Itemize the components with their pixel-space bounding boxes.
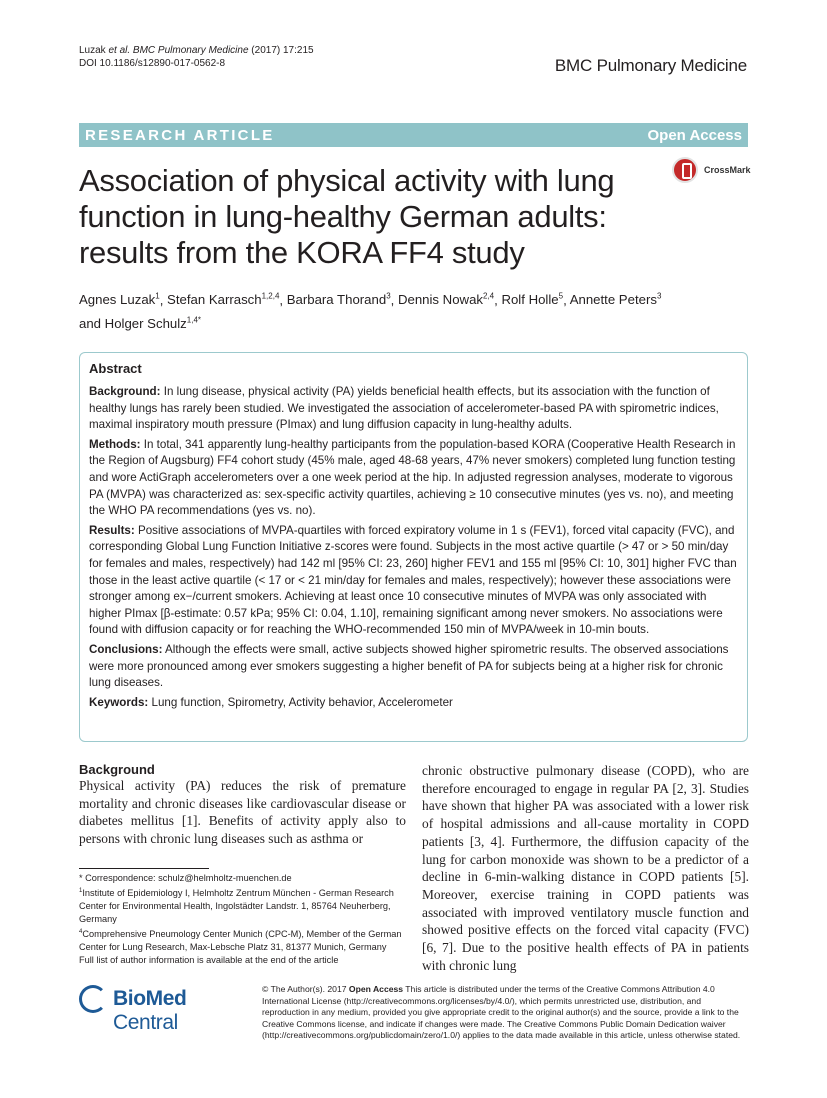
body-paragraph: Physical activity (PA) reduces the risk of premature mortality and chronic diseases like cardiovascular disease or diabetes mellitus [1]. Benefits of activity apply also to persons with chronic lung diseases such as asthma or (79, 778, 406, 847)
body-column-left (79, 762, 406, 848)
author[interactable]: Annette Peters$^3$ (569, 292, 662, 308)
article-type: RESEARCH ARTICLE (85, 126, 275, 144)
journal-name: BMC Pulmonary Medicine (554, 56, 747, 75)
license-open-access: Open Access (348, 984, 404, 994)
footnote-divider (79, 868, 209, 869)
crossmark-badge[interactable] (672, 157, 752, 187)
author[interactable]: Rolf Holle$^5$ (501, 292, 564, 308)
article-title: Association of physical activity with lung function in lung-healthy German adults: results from the KORA FF4 study (79, 163, 615, 270)
article-banner (79, 123, 748, 147)
author[interactable]: Stefan Karrasch$^{1,2,4}$ (167, 292, 280, 308)
author[interactable]: Dennis Nowak$^{2,4}$ (397, 292, 495, 308)
footnotes (79, 872, 409, 967)
author[interactable]: and Holger Schulz$^{1,4*}$ (79, 315, 201, 331)
body-paragraph: chronic obstructive pulmonary disease (COPD), who are therefore encouraged to engage in regular PA [2, 3]. Studies have shown that higher PA was associated with a lower risk of hospital admissions and all-cause mortality in COPD patients [3, 4]. Furthermore, the diffusion capacity of the lung for carbon monoxide was shown to be a predictor of a decline in 6-min-walking distance in COPD patients [5]. Moreover, exercise training in COPD patients was associated with improved ventilatory muscle function and showed positive effects on the forced vital capacity (FVC) [6, 7]. Due to the positive health effects of PA in patients with chronic lung (422, 763, 749, 973)
biomed-central-wordmark: BioMed Central (113, 987, 187, 1034)
abstract-background: Background: In lung disease, physical activity (PA) yields beneficial health effects, but its association with the function of healthy lungs has rarely been studied. We investigated the association of accelerometer-based PA with spirometric indices, maximal inspiratory mouth pressure (PImax) and lung diffusion capacity in lung-healthy adults. (89, 385, 719, 432)
author-list: Agnes Luzak$^1$, Stefan Karrasch$^{1,2,4}$, Barbara Thorand$^3$, Dennis Nowak$^{2,4}$, Rolf Holle$^5$, Annette Peters$^3$ and Holger Schulz$^{1,4*}$ (79, 292, 662, 331)
biomed-central-logo[interactable] (79, 984, 249, 1034)
abstract-heading: Abstract (89, 361, 142, 376)
citation-line: Luzak et al. BMC Pulmonary Medicine (2017) 17:215 (79, 45, 314, 56)
affiliation: $^4$Comprehensive Pneumology Center Munich (CPC-M), Member of the German Center for Lung Research, Max-Lebsche Platz 31, 81377 Munich, Germany (79, 929, 402, 953)
crossmark-icon (672, 157, 698, 183)
affiliation: $^1$Institute of Epidemiology I, Helmholtz Zentrum München - German Research Center for Environmental Health, Ingolstädter Landstr. 1, 85764 Neuherberg, Germany (79, 888, 394, 925)
correspondence[interactable]: * Correspondence: schulz@helmholtz-muenchen.de (79, 873, 292, 883)
author[interactable]: Barbara Thorand$^3$ (286, 292, 391, 308)
open-access-label: Open Access (647, 126, 742, 144)
doi[interactable]: DOI 10.1186/s12890-017-0562-8 (79, 58, 226, 69)
crossmark-label: CrossMark (704, 165, 751, 175)
author-info-note: Full list of author information is available at the end of the article (79, 955, 339, 966)
citation-etal: et al. BMC Pulmonary Medicine (108, 45, 249, 56)
body-column-right (422, 762, 749, 974)
biomed-central-ring-icon (79, 985, 107, 1013)
abstract-keywords: Keywords: Lung function, Spirometry, Activity behavior, Accelerometer (89, 695, 453, 709)
citation-header (79, 44, 314, 70)
abstract-methods: Methods: In total, 341 apparently lung-healthy participants from the population-based KORA (Cooperative Health Research in the Region of Augsburg) FF4 cohort study (45% male, aged 48-68 years, 47% never smokers) completed lung function testing and wore ActiGraph accelerometers over a one week period at the hip. In adjusted regression analyses, moderate to vigorous PA (MVPA) was characterized as: sex-specific activity quartiles, achieving ≥ 10 consecutive minutes (yes vs. no), and meeting the WHO PA recommendations (yes vs. no). (89, 437, 736, 518)
section-heading: Background (79, 762, 155, 777)
abstract-conclusions: Conclusions: Although the effects were small, active subjects showed higher spirometric results. The observed associations were more pronounced among ever smokers suggesting a higher benefit of PA for subjects being at a higher risk for chronic lung diseases. (89, 642, 729, 690)
abstract-box (79, 352, 748, 742)
license-text: © The Author(s). 2017 Open Access This article is distributed under the terms of the Creative Commons Attribution 4.0 International License (http://creativecommons.org/licenses/by/4.0/), which permits unrestricted use, distribution, and reproduction in any medium, provided you give appropriate credit to the original author(s) and the source, provide a link to the Creative Commons license, and indicate if changes were made. The Creative Commons Public Domain Dedication waiver (http://creativecommons.org/publicdomain/zero/1.0/) applies to the data made available in this article, unless otherwise stated. (262, 984, 741, 1040)
author[interactable]: Agnes Luzak$^1$ (79, 292, 160, 308)
abstract-results: Results: Positive associations of MVPA-quartiles with forced expiratory volume in 1 s (FEV1), forced vital capacity (FVC), and corresponding Global Lung Function Initiative z-scores were found. Subjects in the most active quartile (> 47 or > 50 min/day for females and males, respectively) had 142 ml [95% CI: 23, 260] higher FEV1 and 155 ml [95% CI: 10, 301] higher FVC than those in the least active quartile (< 17 or < 21 min/day for females and males, respectively); however these associations were stronger among ex−/current smokers. Achieving at least once 10 consecutive minutes of MVPA was only associated with higher PImax [β-estimate: 0.57 kPa; 95% CI: 0.04, 1.10], remaining significant among never smokers. No associations were found with diffusion capacity or for reaching the WHO-recommended 150 min of MVPA/week in 10-min bouts. (89, 523, 737, 637)
